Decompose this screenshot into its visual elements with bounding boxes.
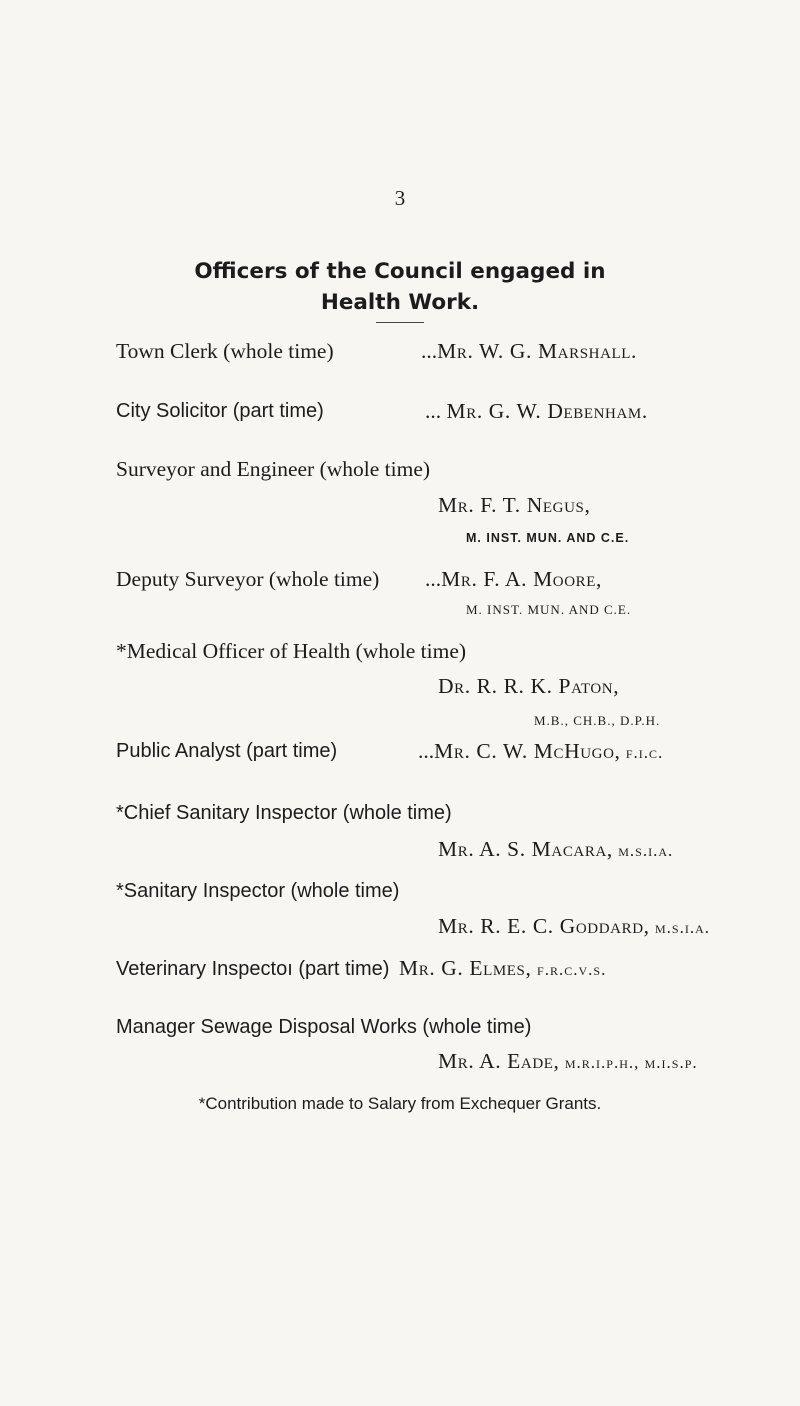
sewage-role: Manager Sewage Disposal Works (whole time) bbox=[116, 1016, 532, 1038]
page-title bbox=[0, 256, 800, 318]
sewage-name-line bbox=[438, 1048, 698, 1076]
surveyor-name: Mr. F. T. Negus, bbox=[438, 493, 591, 517]
leader-dots: ... bbox=[425, 399, 442, 423]
deputy-surveyor-entry bbox=[116, 566, 379, 592]
chief-sanitary-role: *Chief Sanitary Inspector (whole time) bbox=[116, 802, 452, 824]
surveyor-role: Surveyor and Engineer (whole time) bbox=[116, 457, 431, 481]
public-analyst-role: Public Analyst (part time) bbox=[116, 740, 338, 762]
chief-sanitary-name-line bbox=[438, 836, 673, 864]
public-analyst-name: Mr. C. W. McHugo, bbox=[434, 739, 621, 763]
page-number: 3 bbox=[394, 186, 406, 210]
chief-sanitary-name: Mr. A. S. Macara, bbox=[438, 837, 613, 861]
city-solicitor-role: City Solicitor (part time) bbox=[116, 400, 324, 422]
surveyor-qualifications: M. INST. MUN. AND C.E. bbox=[466, 531, 630, 545]
deputy-surveyor-name: Mr. F. A. Moore, bbox=[441, 567, 602, 591]
sewage-name: Mr. A. Eade, bbox=[438, 1049, 560, 1073]
sanitary-name: Mr. R. E. C. Goddard, bbox=[438, 914, 650, 938]
town-clerk-name: Mr. W. G. Marshall. bbox=[437, 339, 638, 363]
footnote: *Contribution made to Salary from Exchequer Grants. bbox=[198, 1094, 602, 1113]
sanitary-name-line bbox=[438, 913, 710, 941]
public-analyst-qualifications: f.i.c. bbox=[625, 743, 664, 762]
veterinary-entry bbox=[116, 955, 606, 983]
title-line-2: Health Work. bbox=[320, 290, 480, 315]
leader-dots: ... bbox=[421, 339, 438, 363]
city-solicitor-name-line bbox=[425, 398, 648, 424]
title-line-1: Officers of the Council engaged in bbox=[194, 259, 606, 284]
sewage-qualifications: m.r.i.p.h., m.i.s.p. bbox=[564, 1053, 698, 1072]
chief-sanitary-qualifications: m.s.i.a. bbox=[618, 841, 674, 860]
town-clerk-entry bbox=[116, 338, 334, 364]
leader-dots: ... bbox=[425, 567, 442, 591]
deputy-surveyor-name-line bbox=[425, 566, 602, 592]
veterinary-role: Veterinary Inspectoı (part time) bbox=[116, 958, 390, 980]
deputy-surveyor-qualifications: M. INST. MUN. AND C.E. bbox=[466, 602, 632, 617]
city-solicitor-entry bbox=[116, 398, 324, 424]
moh-name: Dr. R. R. K. Paton, bbox=[438, 674, 620, 698]
veterinary-qualifications: f.r.c.v.s. bbox=[537, 960, 607, 979]
title-divider bbox=[376, 322, 424, 323]
leader-dots: ... bbox=[418, 739, 435, 763]
veterinary-name: Mr. G. Elmes, bbox=[399, 956, 532, 980]
public-analyst-name-line bbox=[418, 738, 663, 766]
moh-qualifications: M.B., CH.B., D.P.H. bbox=[534, 713, 661, 728]
deputy-surveyor-role: Deputy Surveyor (whole time) bbox=[116, 567, 380, 591]
sanitary-role: *Sanitary Inspector (whole time) bbox=[116, 880, 400, 902]
city-solicitor-name: Mr. G. W. Debenham. bbox=[446, 399, 648, 423]
moh-role: *Medical Officer of Health (whole time) bbox=[116, 639, 467, 663]
town-clerk-name-line bbox=[421, 338, 637, 364]
town-clerk-role: Town Clerk (whole time) bbox=[116, 339, 334, 363]
sanitary-qualifications: m.s.i.a. bbox=[654, 918, 710, 937]
